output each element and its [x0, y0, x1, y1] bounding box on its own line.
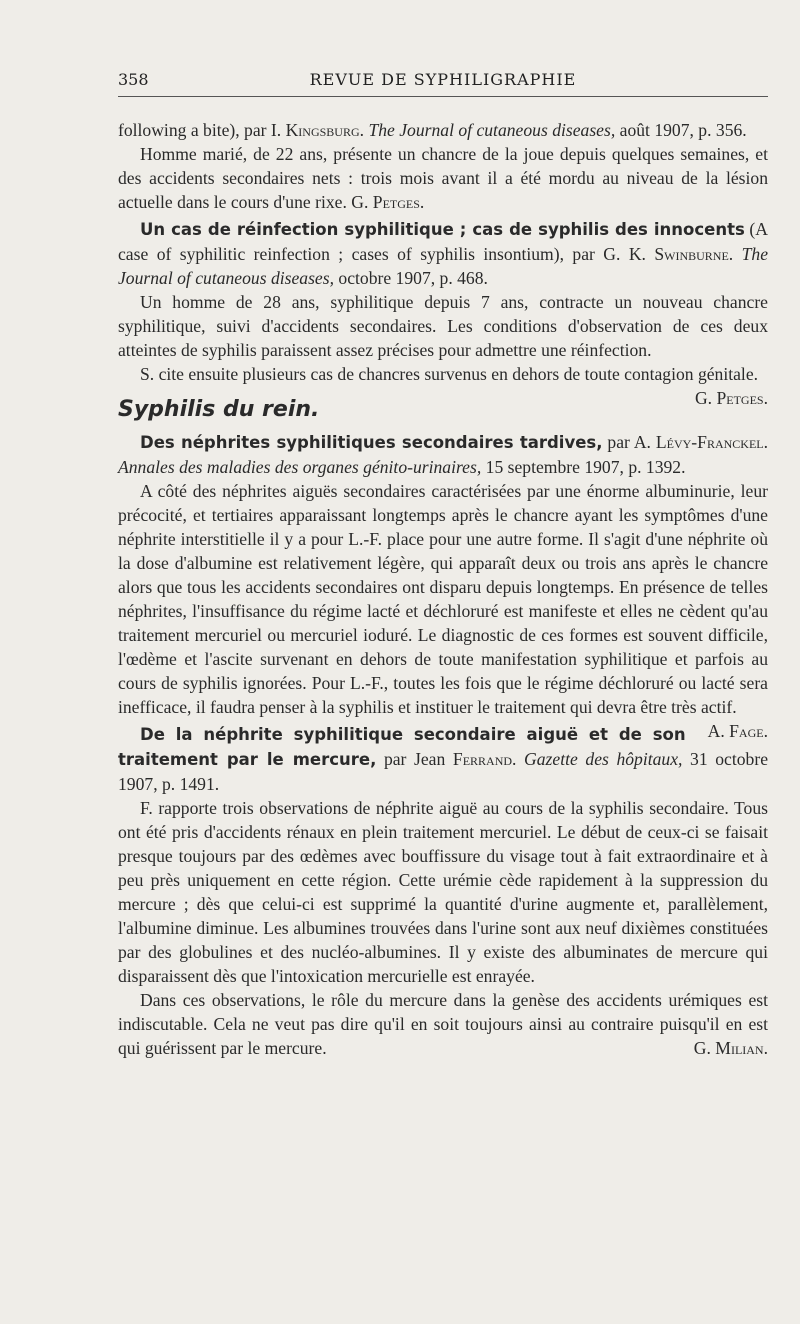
section-heading: Syphilis du rein.: [118, 397, 320, 422]
entry-2-author: Swinburne.: [654, 244, 734, 264]
entry-3-abstract: A côté des néphrites aiguës secondaires caractérisées par une énorme albuminurie, leur précocité, et tertiaires apparaissant longtemps après le chancre ayant les symptômes d'une néphrite interstitielle il y a pour L.-F. place pour une autre forme. Il s'agit d'une néphrite où la dose d'albumine est relativement légère, qui apparaît deux ou trois ans après le chancre alors que tous les accidents secondaires ont disparu depuis longtemps. En présence de telles néphrites, l'insuffisance du régime lacté et déchloruré est manifeste et elles ne cèdent qu'au traitement mercuriel ou mercuriel ioduré. Le diagnostic de ces formes est souvent difficile, l'œdème et l'ascite survenant en dehors de toute manifestation syphilitique et parfois au cours de syphilis ignorées. Pour L.-F., toutes les fois que le régime déchloruré ou lacté sera inefficace, il faudra penser à la syphilis et instituer le traitement qui devra être très actif. A. Fage.: [118, 481, 768, 741]
entry-1-abstract: Homme marié, de 22 ans, présente un chancre de la joue depuis quelques semaines, et des accidents secondaires nets : trois mois avant il a été mordu au niveau de la lésion actuelle dans le cours d'une rixe. G. Petges.: [118, 144, 768, 212]
entry-2-title: Un cas de réinfection syphilitique ; cas de syphilis des innocents: [140, 220, 745, 239]
entry-3-author: Lévy-Franckel.: [655, 432, 769, 452]
entry-1-citation: following a bite), par I. Kingsburg. The Journal of cutaneous diseases, août 1907, p. 356.: [118, 120, 747, 140]
entry-4-abstract-1: F. rapporte trois observations de néphrite aiguë au cours de la syphilis secondaire. Tous ont été pris d'accidents rénaux en plein traitement mercuriel. Le début de ceux-ci se faisait presque toujours par des œdèmes avec bouffissure du visage tout à fait extraordinaire et à peu près uniquement en cette région. Cette urémie cède rapidement à la suppression du mercure ; dès que celui-ci est supprimé la quantité d'urine augmente et, parallèlement, l'albumine diminue. Les albumines trouvées dans l'urine sont aux neuf dixièmes constituées par des globulines et des nucléo-albumines. Il y existe des albuminates de mercure qui disparaissent dès que l'intoxication mercurielle est enrayée.: [118, 798, 768, 986]
entry-4-signature: G. Milian.: [693, 1038, 768, 1058]
entry-4-title: De la néphrite syphilitique secondaire aiguë et de son traitement par le mercure,: [118, 725, 686, 769]
entry-4-abstract-2: Dans ces observations, le rôle du mercure dans la genèse des accidents urémiques est indiscutable. Cela ne veut pas dire qu'il en soit toujours ainsi au contraire puisqu'il en est qui guérissent par le mercure. G. Milian.: [118, 990, 768, 1058]
entry-1-signature: G. Petges.: [351, 192, 425, 212]
entry-1-author: Kingsburg: [285, 120, 360, 140]
entry-3-citation: Des néphrites syphilitiques secondaires tardives, par A. Lévy-Franckel. Annales des maladies des organes génito-urinaires, 15 septembre 1907, p. 1392.: [118, 432, 769, 477]
entry-4-author: Ferrand.: [452, 749, 517, 769]
entry-2-abstract-2: S. cite ensuite plusieurs cas de chancres survenus en dehors de toute contagion génitale. G. Petges.: [140, 364, 768, 408]
entry-3-source: Annales des maladies des organes génito-urinaires,: [118, 457, 482, 477]
entry-3-signature: A. Fage.: [707, 721, 768, 741]
article-body: [118, 118, 768, 1060]
running-header: [118, 70, 768, 97]
entry-2-signature: G. Petges.: [694, 388, 768, 408]
entry-3-title: Des néphrites syphilitiques secondaires tardives,: [140, 433, 603, 452]
entry-4-citation: De la néphrite syphilitique secondaire aiguë et de son traitement par le mercure, par Jean Ferrand. Gazette des hôpitaux, 31 octobre 1907, p. 1491.: [118, 725, 769, 794]
entry-1-source: The Journal of cutaneous diseases,: [368, 120, 616, 140]
journal-title: REVUE DE SYPHILIGRAPHIE: [309, 70, 577, 89]
entry-2-source: The Journal of cutaneous diseases,: [118, 244, 768, 288]
page-number: 358: [118, 70, 149, 89]
entry-2-citation: Un cas de réinfection syphilitique ; cas de syphilis des innocents (A case of syphilitic reinfection ; cases of syphilis insontium), par G. K. Swinburne. The Journal of cutaneous diseases, octobre 1907, p. 468.: [118, 219, 768, 288]
entry-2-abstract-1: Un homme de 28 ans, syphilitique depuis 7 ans, contracte un nouveau chancre syphilitique, suivi d'accidents secondaires. Les conditions d'observation de ces deux atteintes de syphilis paraissent assez précises pour admettre une réinfection.: [118, 292, 768, 360]
entry-4-source: Gazette des hôpitaux,: [524, 749, 683, 769]
